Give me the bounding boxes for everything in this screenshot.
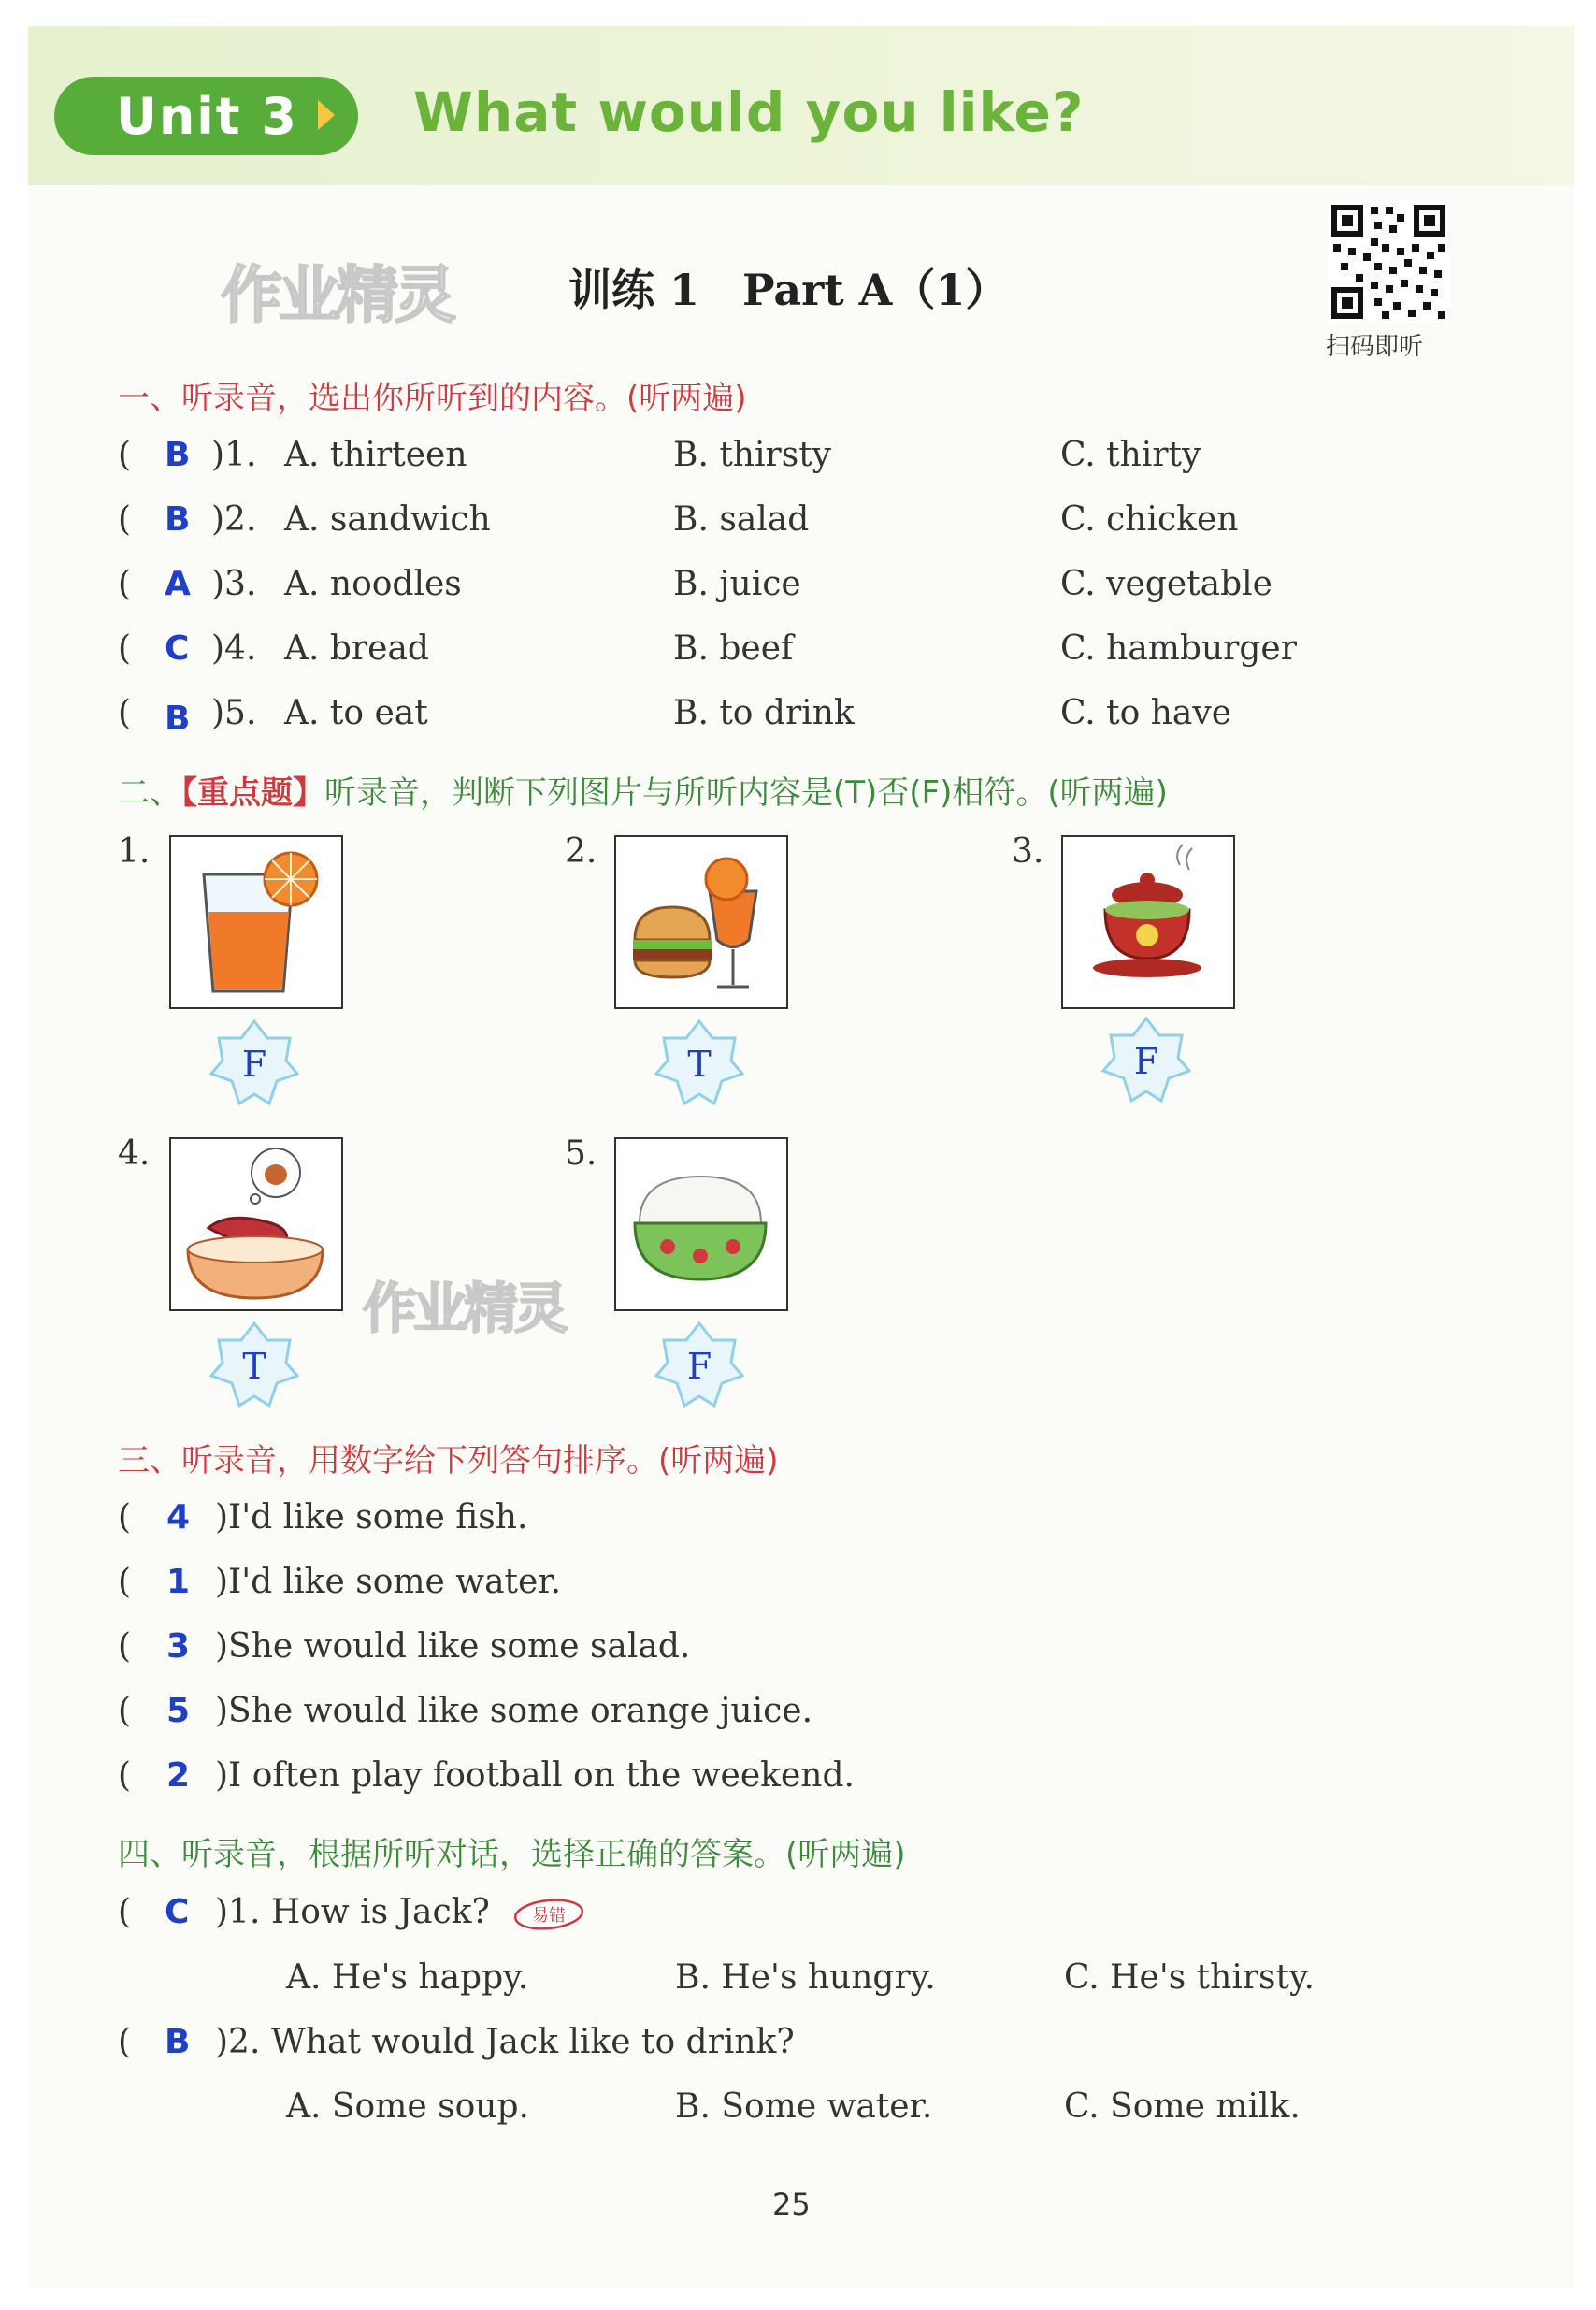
answer-text: C	[165, 1893, 190, 1931]
answer-text: 3	[166, 1627, 191, 1666]
answer-paren: (	[118, 1893, 132, 1931]
item-number: )3.	[211, 565, 257, 603]
list-item	[0, 565, 1596, 612]
key-point-tag: 【重点题】	[181, 774, 324, 812]
answer-text: F	[241, 1044, 267, 1085]
error-prone-badge-icon	[512, 1897, 585, 1932]
option-c: C. vegetable	[1060, 565, 1272, 603]
option-b: B. beef	[673, 629, 794, 668]
option-b: B. to drink	[673, 694, 855, 732]
option-c: C. to have	[1060, 694, 1232, 732]
option-a: A. noodles	[284, 565, 462, 603]
answer-paren: (	[118, 629, 132, 668]
lesson-title: 训练 1 Part A（1）	[568, 265, 1009, 315]
sentence-text: )I often play football on the weekend.	[215, 1756, 855, 1795]
option-c: C. hamburger	[1060, 629, 1297, 668]
list-item	[0, 694, 1596, 741]
answer-text: T	[687, 1044, 712, 1085]
list-item	[0, 1692, 1596, 1739]
picture-number: 4.	[118, 1134, 151, 1173]
qr-code-icon	[1328, 201, 1449, 323]
answer-paren: (	[118, 500, 132, 539]
picture-frame	[614, 1137, 788, 1311]
answer-text: B	[165, 2023, 191, 2061]
hamburger-and-juice-icon	[616, 837, 786, 1007]
watermark-logo: 作业精灵	[363, 1277, 566, 1340]
list-item	[0, 1627, 1596, 1674]
badge-label: 易错	[532, 1906, 566, 1926]
picture-frame	[169, 1137, 343, 1311]
qr-label: 扫码即听	[1326, 333, 1424, 361]
answer-paren: (	[118, 694, 132, 732]
option-b: B. Some water.	[675, 2087, 933, 2126]
orange-juice-icon	[171, 837, 341, 1007]
answer-text: C	[165, 629, 190, 668]
list-item	[0, 1563, 1596, 1610]
item-number: )1.	[211, 436, 257, 474]
option-c: C. He's thirsty.	[1064, 1958, 1315, 1997]
answer-paren: (	[118, 2023, 132, 2061]
watermark-logo: 作业精灵	[221, 259, 453, 331]
picture-number: 2.	[565, 832, 597, 871]
option-a: A. bread	[284, 629, 429, 668]
option-a: A. to eat	[284, 694, 428, 732]
question-text: )1. How is Jack?	[215, 1893, 490, 1931]
answer-paren: (	[118, 1563, 132, 1601]
section4-heading: 四、听录音，根据所听对话，选择正确的答案。(听两遍)	[118, 1836, 906, 1873]
option-c: C. thirty	[1060, 436, 1201, 474]
answer-text: B	[165, 700, 191, 738]
question-row	[0, 2023, 1596, 2070]
option-a: A. sandwich	[284, 500, 491, 539]
beef-noodles-icon	[171, 1139, 341, 1309]
option-c: C. Some milk.	[1064, 2087, 1301, 2126]
answer-text: F	[1133, 1041, 1159, 1082]
sentence-text: )She would like some salad.	[215, 1627, 691, 1666]
answer-paren: (	[118, 1692, 132, 1730]
page-number: 25	[772, 2187, 811, 2222]
answer-paren: (	[118, 1756, 132, 1795]
picture-frame	[169, 835, 343, 1009]
item-number: )2.	[211, 500, 257, 539]
section2-heading	[118, 767, 1168, 813]
answer-text: B	[165, 500, 191, 539]
section2-heading-text: 听录音，判断下列图片与所听内容是(T)否(F)相符。(听两遍)	[324, 774, 1168, 812]
option-b: B. juice	[673, 565, 801, 603]
answer-paren: (	[118, 1498, 132, 1537]
picture-number: 1.	[118, 832, 151, 871]
sentence-text: )She would like some orange juice.	[215, 1692, 813, 1730]
option-a: A. He's happy.	[286, 1958, 529, 1997]
list-item	[0, 629, 1596, 676]
option-a: A. thirteen	[284, 436, 467, 474]
list-item	[0, 1498, 1596, 1545]
unit-label: Unit 3	[116, 86, 298, 146]
question-text: )2. What would Jack like to drink?	[215, 2023, 795, 2061]
unit-label-pill	[54, 77, 358, 155]
answer-paren: (	[118, 436, 132, 474]
sentence-text: )I'd like some water.	[215, 1563, 562, 1601]
list-item	[0, 436, 1596, 483]
list-item	[0, 1756, 1596, 1803]
picture-number: 3.	[1012, 832, 1044, 871]
picture-number: 5.	[565, 1134, 597, 1173]
answer-paren: (	[118, 1627, 132, 1666]
section2-heading-prefix: 二、	[118, 774, 181, 812]
picture-frame	[1061, 835, 1235, 1009]
rice-icon	[616, 1139, 786, 1309]
answer-paren: (	[118, 565, 132, 603]
options-row	[0, 1958, 1596, 2005]
item-number: )5.	[211, 694, 257, 732]
picture-frame	[614, 835, 788, 1009]
option-c: C. chicken	[1060, 500, 1239, 539]
unit-title: What would you like?	[413, 80, 1085, 144]
sentence-text: )I'd like some fish.	[215, 1498, 528, 1537]
options-row	[0, 2087, 1596, 2134]
item-number: )4.	[211, 629, 257, 668]
option-b: B. He's hungry.	[675, 1958, 936, 1997]
arrow-right-icon	[318, 100, 335, 130]
question-row	[0, 1893, 1596, 1940]
list-item	[0, 500, 1596, 547]
option-a: A. Some soup.	[286, 2087, 529, 2126]
answer-text: 5	[166, 1692, 191, 1730]
answer-text: 2	[166, 1756, 191, 1795]
section3-heading: 三、听录音，用数字给下列答句排序。(听两遍)	[118, 1442, 779, 1480]
tea-icon	[1063, 837, 1233, 1007]
answer-text: T	[242, 1346, 266, 1387]
answer-text: 1	[166, 1563, 191, 1601]
section1-heading: 一、听录音，选出你所听到的内容。(听两遍)	[118, 380, 747, 417]
answer-text: A	[165, 565, 191, 603]
option-b: B. salad	[673, 500, 810, 539]
answer-text: B	[165, 436, 191, 474]
answer-text: 4	[166, 1498, 191, 1537]
answer-text: F	[686, 1346, 712, 1387]
option-b: B. thirsty	[673, 436, 831, 474]
